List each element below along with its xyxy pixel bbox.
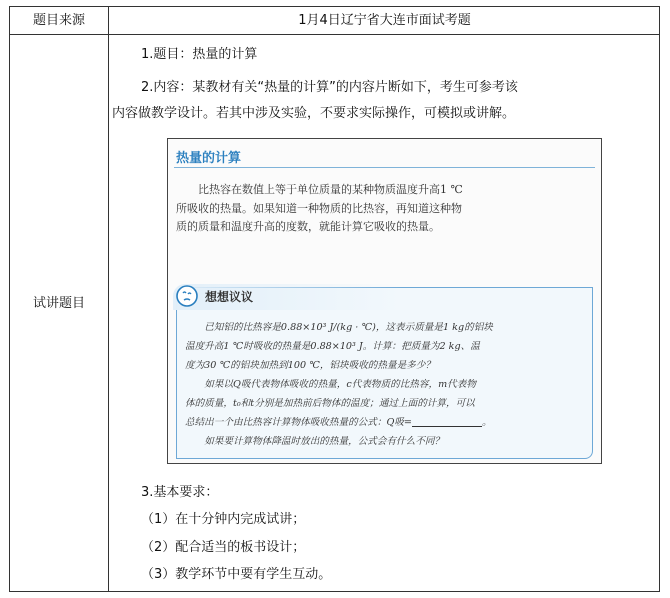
requirement-3: （3）教学环节中要有学生互动。 bbox=[141, 567, 332, 582]
discussion-line-formula bbox=[185, 413, 582, 432]
formula-prefix: 总结出一个由比热容计算物体吸收热量的公式：Q吸= bbox=[185, 417, 412, 428]
item-content-line1: 2.内容：某教材有关“热量的计算”的内容片断如下，考生可参考该 bbox=[141, 80, 518, 95]
discussion-header bbox=[173, 284, 403, 310]
discussion-line: 如果要计算物体降温时放出的热量，公式会有什么不同？ bbox=[204, 436, 445, 447]
header-source-label: 题目来源 bbox=[32, 13, 85, 28]
item-requirements: 3.基本要求： bbox=[141, 485, 219, 500]
requirement-1: （1）在十分钟内完成试讲； bbox=[141, 512, 306, 527]
discussion-line: 体的质量，t₀和t分别是加热前后物体的温度；通过上面的计算，可以 bbox=[185, 398, 475, 409]
discussion-line: 已知铝的比热容是0.88×10³ J/(kg · ℃)，这表示质量是1 kg的铝块 bbox=[204, 322, 493, 333]
discussion-box bbox=[176, 287, 593, 459]
discussion-line: 如果以Q吸代表物体吸收的热量，c代表物质的比热容，m代表物 bbox=[204, 379, 476, 390]
requirement-2: （2）配合适当的板书设计； bbox=[141, 540, 306, 555]
formula-suffix: 。 bbox=[481, 417, 492, 428]
discussion-line: 度为30 ℃的铝块加热到100 ℃，铝块吸收的热量是多少？ bbox=[185, 360, 435, 371]
excerpt-rule bbox=[174, 167, 595, 168]
thinking-face-icon bbox=[175, 284, 199, 308]
item-topic: 1.题目：热量的计算 bbox=[141, 47, 258, 62]
row-label-topic: 试讲题目 bbox=[32, 296, 85, 311]
excerpt-paragraph: 比热容在数值上等于单位质量的某种物质温度升高1 ℃所吸收的热量。如果知道一种物质的比热容，再知道这种物质的质量和温度升高的度数，就能计算它吸收的热量。 bbox=[176, 183, 463, 233]
column-divider bbox=[108, 7, 109, 591]
item-content-line2: 内容做教学设计。若其中涉及实验，不要求实际操作，可模拟或讲解。 bbox=[112, 106, 516, 121]
header-source-value: 1月4日辽宁省大连市面试考题 bbox=[298, 13, 471, 28]
textbook-excerpt bbox=[167, 138, 602, 464]
discussion-title: 想想议议 bbox=[205, 290, 254, 304]
discussion-text bbox=[185, 318, 582, 451]
discussion-line: 温度升高1 ℃时吸收的热量是0.88×10³ J。计算：把质量为2 kg、温 bbox=[185, 341, 480, 352]
excerpt-title: 热量的计算 bbox=[176, 151, 242, 166]
formula-blank bbox=[412, 426, 482, 427]
